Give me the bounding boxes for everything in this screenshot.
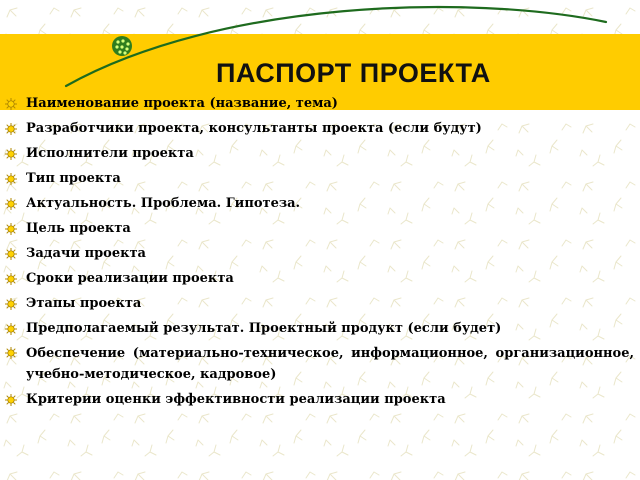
list-item <box>0 191 634 216</box>
list-item-text: Этапы проекта <box>26 296 142 311</box>
project-passport-list <box>0 91 640 412</box>
list-item-text: Критерии оценки эффективности реализации проекта <box>26 392 446 407</box>
list-item <box>0 166 634 191</box>
list-item <box>0 387 634 412</box>
sun-bullet-icon <box>5 323 17 335</box>
list-item-text: Цель проекта <box>26 221 131 236</box>
green-orb-icon <box>112 36 132 56</box>
list-item <box>0 116 634 141</box>
list-item-text: Сроки реализации проекта <box>26 271 234 286</box>
list-item-text: Исполнители проекта <box>26 146 194 161</box>
sun-bullet-icon <box>5 148 17 160</box>
list-item <box>0 91 634 116</box>
sun-bullet-icon <box>5 223 17 235</box>
sun-bullet-icon <box>5 298 17 310</box>
sun-bullet-icon <box>5 198 17 210</box>
list-item <box>0 266 634 291</box>
list-item-text: Тип проекта <box>26 171 121 186</box>
sun-bullet-icon <box>5 347 17 359</box>
list-item-text: Наименование проекта (название, тема) <box>26 96 338 111</box>
list-item <box>0 291 634 316</box>
list-item-text: Задачи проекта <box>26 246 146 261</box>
list-item <box>0 316 634 341</box>
list-item-text: Актуальность. Проблема. Гипотеза. <box>26 196 301 211</box>
sun-bullet-icon <box>5 173 17 185</box>
list-item <box>0 341 634 387</box>
list-item-text: Разработчики проекта, консультанты проекта (если будут) <box>26 121 482 136</box>
list-item-text: Обеспечение (материально-техническое, информационное, организационное, учебно-методическое, кадровое) <box>26 346 634 382</box>
list-item-text: Предполагаемый результат. Проектный продукт (если будет) <box>26 321 502 336</box>
list-item <box>0 241 634 266</box>
sun-bullet-icon <box>5 123 17 135</box>
sun-bullet-icon <box>5 394 17 406</box>
sun-bullet-icon <box>5 98 17 110</box>
list-item <box>0 141 634 166</box>
slide-title: ПАСПОРТ ПРОЕКТА <box>216 58 491 88</box>
sun-bullet-icon <box>5 248 17 260</box>
list-item <box>0 216 634 241</box>
sun-bullet-icon <box>5 273 17 285</box>
